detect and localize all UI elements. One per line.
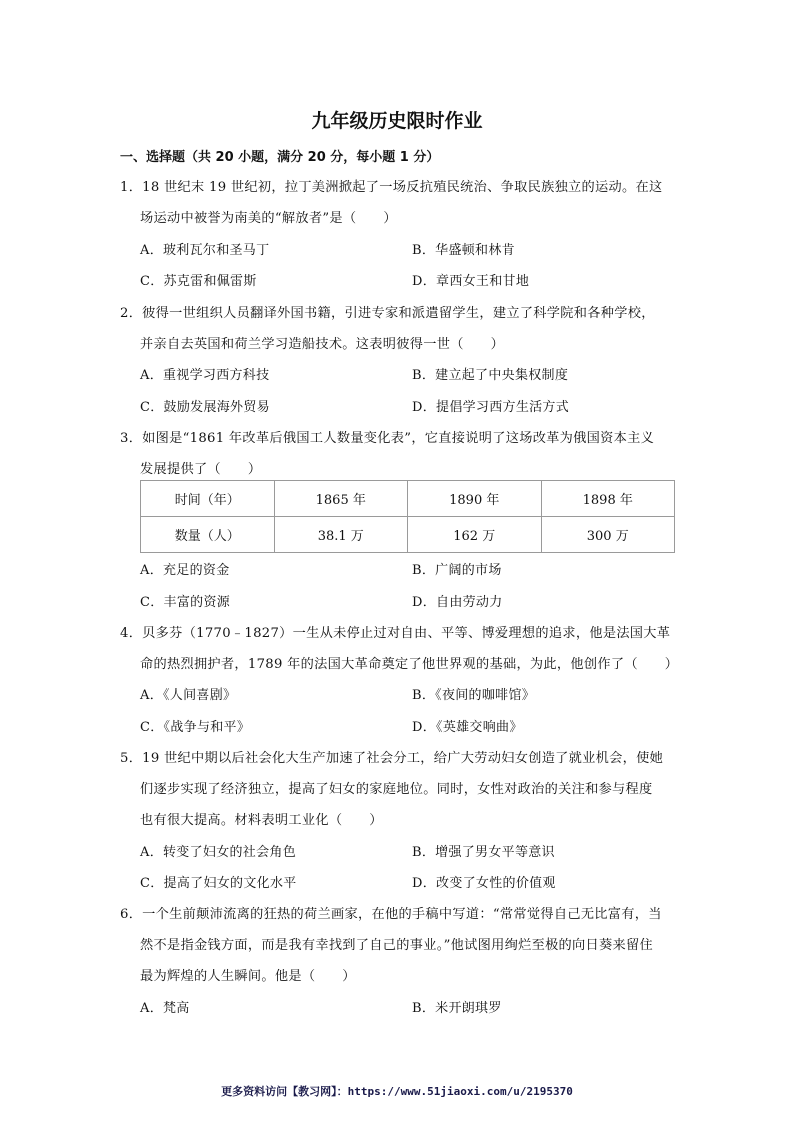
question-1-option-c: C．苏克雷和佩雷斯 xyxy=(140,274,257,289)
question-1-stem-cont: 场运动中被誉为南美的“解放者”是（ ） xyxy=(140,211,397,226)
question-4-stem-cont: 命的热烈拥护者，1789 年的法国大革命奠定了他世界观的基础，为此，他创作了（ ） xyxy=(140,657,679,672)
table-cell: 时间（年） xyxy=(141,481,275,517)
question-3-option-c: C．丰富的资源 xyxy=(140,595,231,610)
question-5-stem: 5．19 世纪中期以后社会化大生产加速了社会分工，给广大劳动妇女创造了就业机会，使她 xyxy=(120,751,664,766)
question-5-option-d: D．改变了女性的价值观 xyxy=(412,876,556,891)
table-row xyxy=(141,517,675,553)
footer-link[interactable]: 更多资料访问【教习网】：https://www.51jiaoxi.com/u/2195370 xyxy=(221,1085,573,1098)
table-cell: 38.1 万 xyxy=(274,517,408,553)
question-2-option-c: C．鼓励发展海外贸易 xyxy=(140,400,270,415)
question-6-stem-cont: 然不是指金钱方面，而是我有幸找到了自己的事业。”他试图用绚烂至极的向日葵来留住 xyxy=(140,938,653,953)
table-cell: 数量（人） xyxy=(141,517,275,553)
table-cell: 162 万 xyxy=(408,517,542,553)
question-5-option-b: B．增强了男女平等意识 xyxy=(412,845,555,860)
section-heading: 一、选择题（共 20 小题，满分 20 分，每小题 1 分） xyxy=(120,150,440,165)
question-1-option-a: A．玻利瓦尔和圣马丁 xyxy=(140,243,270,258)
question-2-option-b: B．建立起了中央集权制度 xyxy=(412,368,569,383)
question-4-option-c: C．《战争与和平》 xyxy=(140,720,251,735)
question-5-stem-cont2: 也有很大提高。材料表明工业化（ ） xyxy=(140,813,383,828)
question-3-option-d: D．自由劳动力 xyxy=(412,595,503,610)
question-2-option-a: A．重视学习西方科技 xyxy=(140,368,270,383)
table-cell: 1898 年 xyxy=(541,481,675,517)
question-6-stem-cont2: 最为辉煌的人生瞬间。他是（ ） xyxy=(140,969,356,984)
question-1-option-d: D．章西女王和甘地 xyxy=(412,274,530,289)
question-2-stem: 2．彼得一世组织人员翻译外国书籍，引进专家和派遣留学生，建立了科学院和各种学校， xyxy=(120,306,655,321)
table-row xyxy=(141,481,675,517)
question-3-option-a: A．充足的资金 xyxy=(140,563,230,578)
page-title: 九年级历史限时作业 xyxy=(311,110,483,132)
question-3-option-b: B．广阔的市场 xyxy=(412,563,502,578)
question-3-stem-cont: 发展提供了（ ） xyxy=(140,462,262,477)
table-cell: 1890 年 xyxy=(408,481,542,517)
question-5-option-c: C．提高了妇女的文化水平 xyxy=(140,876,297,891)
question-2-option-d: D．提倡学习西方生活方式 xyxy=(412,400,570,415)
question-6-option-a: A．梵高 xyxy=(140,1001,190,1016)
question-6-option-b: B．米开朗琪罗 xyxy=(412,1001,502,1016)
workers-table xyxy=(140,480,675,553)
question-4-option-d: D．《英雄交响曲》 xyxy=(412,720,523,735)
question-5-stem-cont: 们逐步实现了经济独立，提高了妇女的家庭地位。同时，女性对政治的关注和参与程度 xyxy=(140,782,653,797)
question-2-stem-cont: 并亲自去英国和荷兰学习造船技术。这表明彼得一世（ ） xyxy=(140,337,505,352)
question-4-option-a: A．《人间喜剧》 xyxy=(140,688,237,703)
table-cell: 300 万 xyxy=(541,517,675,553)
question-5-option-a: A．转变了妇女的社会角色 xyxy=(140,845,296,860)
question-3-stem: 3．如图是“1861 年改革后俄国工人数量变化表”，它直接说明了这场改革为俄国资本主义 xyxy=(120,431,655,446)
question-1-stem: 1．18 世纪末 19 世纪初，拉丁美洲掀起了一场反抗殖民统治、争取民族独立的运动。在这 xyxy=(120,180,663,195)
question-6-stem: 6．一个生前颠沛流离的狂热的荷兰画家，在他的手稿中写道：“常常觉得自己无比富有，当 xyxy=(120,907,662,922)
question-4-option-b: B．《夜间的咖啡馆》 xyxy=(412,688,536,703)
table-cell: 1865 年 xyxy=(274,481,408,517)
question-1-option-b: B．华盛顿和林肯 xyxy=(412,243,515,258)
question-4-stem: 4．贝多芬（1770﹣1827）一生从未停止过对自由、平等、博爱理想的追求，他是法国大革 xyxy=(120,626,671,641)
